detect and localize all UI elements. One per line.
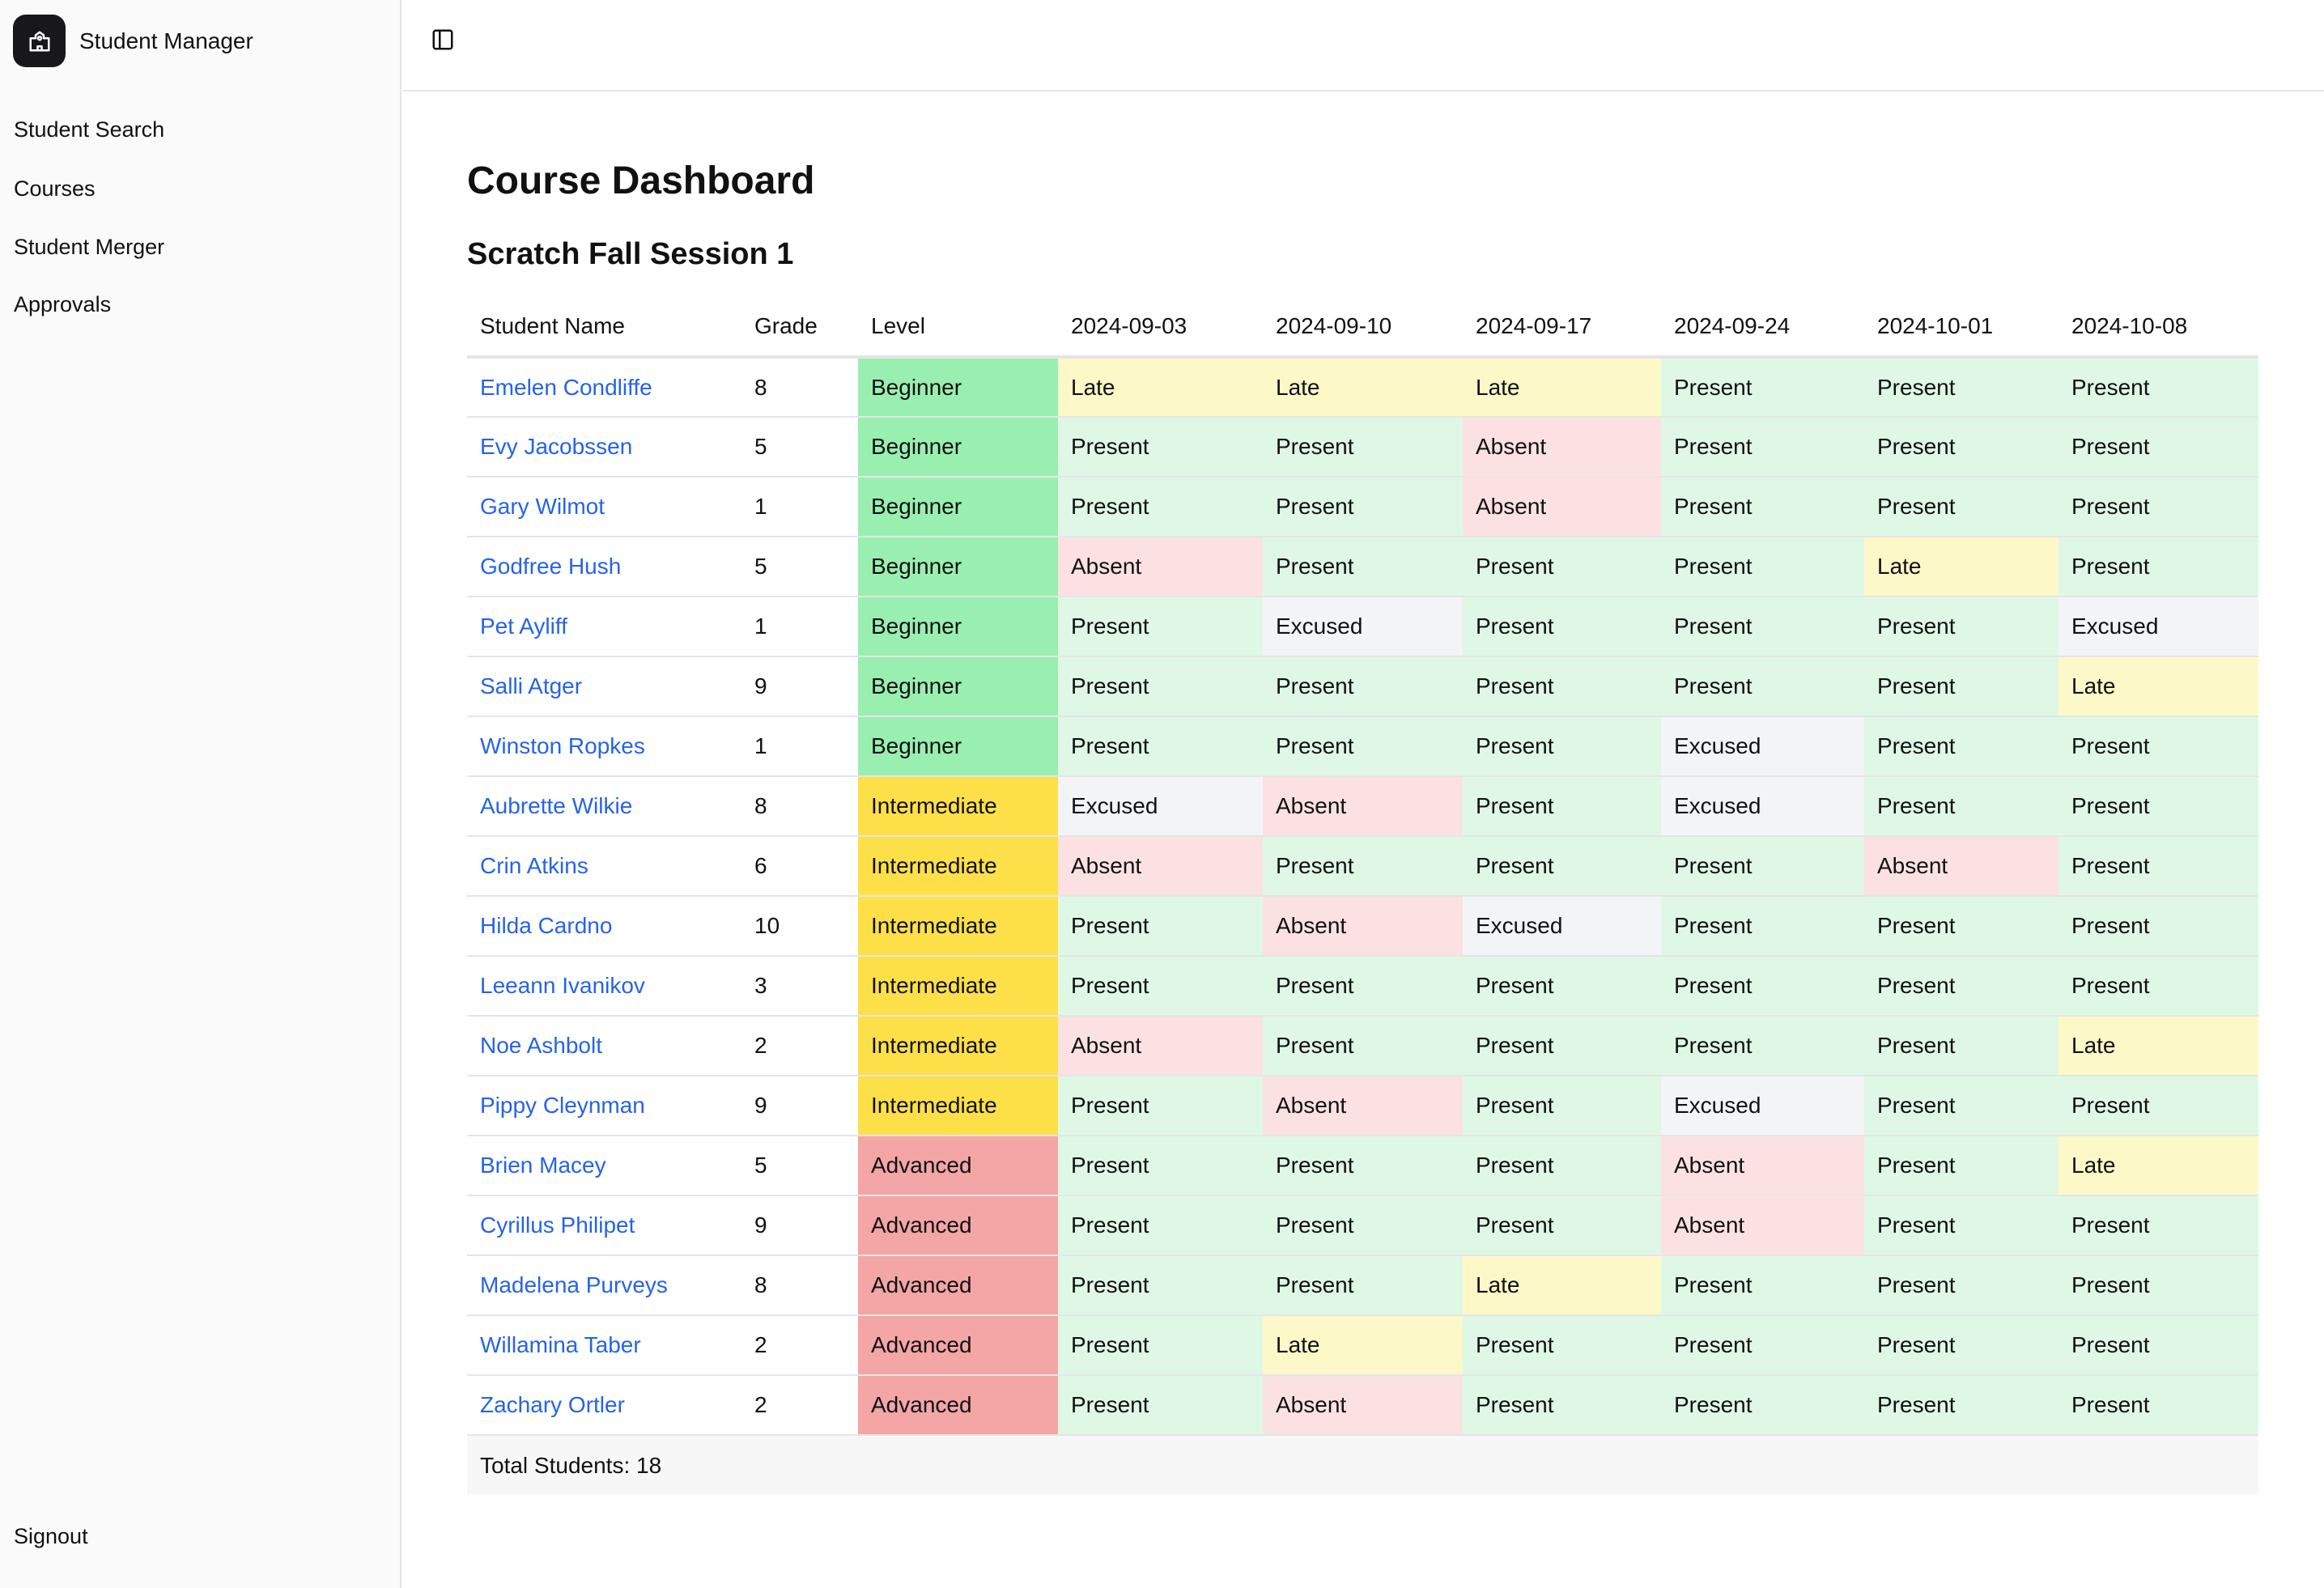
student-name-cell	[467, 896, 741, 956]
attendance-cell: Absent	[1661, 1195, 1864, 1255]
attendance-cell: Present	[1661, 836, 1864, 896]
table-row	[467, 1076, 2258, 1136]
grade-cell: 3	[741, 956, 858, 1016]
attendance-cell: Present	[2058, 1076, 2258, 1136]
attendance-cell: Present	[1263, 1195, 1463, 1255]
student-link[interactable]: Winston Ropkes	[480, 733, 645, 758]
attendance-cell: Present	[1864, 357, 2058, 417]
attendance-cell: Excused	[1463, 896, 1661, 956]
school-icon	[13, 15, 66, 67]
grade-cell: 8	[741, 1255, 858, 1315]
attendance-cell: Absent	[1463, 417, 1661, 477]
student-name-cell	[467, 597, 741, 656]
grade-cell: 1	[741, 597, 858, 656]
table-row	[467, 776, 2258, 836]
attendance-cell: Present	[1661, 1315, 1864, 1375]
attendance-cell: Present	[1864, 477, 2058, 537]
grade-cell: 2	[741, 1016, 858, 1076]
attendance-cell: Present	[2058, 1255, 2258, 1315]
attendance-cell: Present	[1463, 1195, 1661, 1255]
attendance-cell: Present	[1263, 1136, 1463, 1195]
attendance-cell: Present	[1661, 1375, 1864, 1435]
table-row	[467, 537, 2258, 597]
table-row	[467, 357, 2258, 417]
table-row	[467, 716, 2258, 776]
student-link[interactable]: Cyrillus Philipet	[480, 1212, 635, 1238]
table-row	[467, 836, 2258, 896]
attendance-cell: Present	[1661, 597, 1864, 656]
level-cell: Intermediate	[858, 956, 1058, 1016]
attendance-cell: Present	[1058, 1136, 1263, 1195]
attendance-cell: Late	[1263, 357, 1463, 417]
attendance-cell: Present	[1263, 537, 1463, 597]
sidebar-toggle-icon[interactable]	[431, 28, 455, 52]
attendance-cell: Excused	[2058, 597, 2258, 656]
column-header: 2024-10-01	[1864, 296, 2058, 357]
table-row	[467, 896, 2258, 956]
attendance-cell: Present	[1661, 477, 1864, 537]
table-row	[467, 1315, 2258, 1375]
student-link[interactable]: Pippy Cleynman	[480, 1093, 645, 1118]
attendance-cell: Present	[1661, 417, 1864, 477]
student-name-cell	[467, 1255, 741, 1315]
attendance-cell: Present	[1864, 1375, 2058, 1435]
attendance-cell: Present	[1661, 896, 1864, 956]
nav-student-merger[interactable]: Student Merger	[14, 235, 165, 259]
attendance-cell: Present	[1263, 1016, 1463, 1076]
table-row	[467, 956, 2258, 1016]
attendance-cell: Present	[1058, 1195, 1263, 1255]
attendance-cell: Present	[1058, 1315, 1263, 1375]
student-name-cell	[467, 1076, 741, 1136]
attendance-cell: Excused	[1661, 776, 1864, 836]
attendance-cell: Present	[2058, 1375, 2258, 1435]
attendance-cell: Present	[1661, 1016, 1864, 1076]
student-name-cell	[467, 1375, 741, 1435]
student-link[interactable]: Emelen Condliffe	[480, 374, 652, 400]
student-link[interactable]: Godfree Hush	[480, 554, 622, 579]
table-row	[467, 477, 2258, 537]
attendance-cell: Excused	[1661, 716, 1864, 776]
signout-link[interactable]: Signout	[14, 1524, 88, 1548]
level-cell: Advanced	[858, 1136, 1058, 1195]
column-header: 2024-10-08	[2058, 296, 2258, 357]
nav-approvals[interactable]: Approvals	[14, 292, 112, 316]
grade-cell: 6	[741, 836, 858, 896]
attendance-cell: Present	[2058, 537, 2258, 597]
grade-cell: 9	[741, 1076, 858, 1136]
attendance-cell: Present	[1263, 417, 1463, 477]
attendance-cell: Late	[1463, 1255, 1661, 1315]
student-name-cell	[467, 716, 741, 776]
student-link[interactable]: Willamina Taber	[480, 1332, 641, 1357]
total-students: Total Students: 18	[467, 1435, 2258, 1495]
course-title: Scratch Fall Session 1	[467, 237, 794, 271]
attendance-cell: Excused	[1661, 1076, 1864, 1136]
table-row	[467, 417, 2258, 477]
attendance-cell: Late	[1058, 357, 1263, 417]
attendance-cell: Present	[1058, 597, 1263, 656]
column-header: 2024-09-24	[1661, 296, 1864, 357]
level-cell: Beginner	[858, 477, 1058, 537]
attendance-cell: Present	[1463, 656, 1661, 716]
attendance-cell: Present	[2058, 357, 2258, 417]
attendance-cell: Absent	[1864, 836, 2058, 896]
student-name-cell	[467, 417, 741, 477]
student-link[interactable]: Brien Macey	[480, 1153, 606, 1178]
attendance-cell: Present	[2058, 956, 2258, 1016]
student-link[interactable]: Gary Wilmot	[480, 494, 605, 519]
student-name-cell	[467, 836, 741, 896]
student-name-cell	[467, 1195, 741, 1255]
attendance-cell: Present	[1263, 836, 1463, 896]
attendance-cell: Present	[1058, 956, 1263, 1016]
attendance-cell: Present	[1864, 896, 2058, 956]
table-footer	[467, 1435, 2258, 1495]
attendance-cell: Present	[1864, 1315, 2058, 1375]
student-link[interactable]: Zachary Ortler	[480, 1392, 625, 1417]
student-name-cell	[467, 357, 741, 417]
attendance-cell: Present	[1058, 656, 1263, 716]
attendance-cell: Present	[1263, 716, 1463, 776]
student-link[interactable]: Hilda Cardno	[480, 913, 613, 938]
attendance-cell: Present	[1463, 1136, 1661, 1195]
level-cell: Intermediate	[858, 836, 1058, 896]
attendance-cell: Present	[1864, 1136, 2058, 1195]
attendance-cell: Present	[1263, 477, 1463, 537]
grade-cell: 9	[741, 1195, 858, 1255]
app-title: Student Manager	[79, 28, 253, 53]
level-cell: Advanced	[858, 1375, 1058, 1435]
level-cell: Intermediate	[858, 776, 1058, 836]
attendance-cell: Present	[1058, 1375, 1263, 1435]
attendance-cell: Present	[1463, 956, 1661, 1016]
attendance-cell: Present	[2058, 776, 2258, 836]
page-title: Course Dashboard	[467, 159, 815, 202]
grade-cell: 8	[741, 776, 858, 836]
attendance-cell: Present	[2058, 836, 2258, 896]
attendance-cell: Present	[1463, 597, 1661, 656]
column-header: Student Name	[467, 296, 741, 357]
top-bar	[403, 0, 2324, 91]
attendance-cell: Present	[1463, 836, 1661, 896]
attendance-cell: Absent	[1463, 477, 1661, 537]
level-cell: Beginner	[858, 537, 1058, 597]
attendance-cell: Present	[2058, 1315, 2258, 1375]
level-cell: Advanced	[858, 1315, 1058, 1375]
grade-cell: 5	[741, 537, 858, 597]
level-cell: Intermediate	[858, 896, 1058, 956]
attendance-cell: Late	[1864, 537, 2058, 597]
column-header: Level	[858, 296, 1058, 357]
attendance-cell: Present	[2058, 896, 2258, 956]
nav-courses[interactable]: Courses	[14, 176, 96, 201]
student-link[interactable]: Madelena Purveys	[480, 1272, 668, 1297]
attendance-cell: Late	[1263, 1315, 1463, 1375]
table-row	[467, 1136, 2258, 1195]
grade-cell: 10	[741, 896, 858, 956]
attendance-cell: Present	[1864, 1076, 2058, 1136]
attendance-cell: Present	[1864, 1016, 2058, 1076]
column-header: 2024-09-03	[1058, 296, 1263, 357]
attendance-cell: Present	[1661, 357, 1864, 417]
student-name-cell	[467, 776, 741, 836]
column-header: 2024-09-17	[1463, 296, 1661, 357]
attendance-cell: Excused	[1058, 776, 1263, 836]
attendance-cell: Present	[2058, 1195, 2258, 1255]
level-cell: Advanced	[858, 1255, 1058, 1315]
attendance-cell: Late	[2058, 1016, 2258, 1076]
attendance-cell: Late	[2058, 1136, 2258, 1195]
table-row	[467, 656, 2258, 716]
attendance-cell: Present	[1058, 896, 1263, 956]
level-cell: Beginner	[858, 597, 1058, 656]
attendance-cell: Absent	[1263, 1375, 1463, 1435]
attendance-cell: Present	[2058, 417, 2258, 477]
student-name-cell	[467, 477, 741, 537]
attendance-cell: Absent	[1263, 896, 1463, 956]
attendance-cell: Present	[1864, 417, 2058, 477]
attendance-cell: Present	[1864, 956, 2058, 1016]
table-row	[467, 1195, 2258, 1255]
level-cell: Intermediate	[858, 1076, 1058, 1136]
student-link[interactable]: Pet Ayliff	[480, 614, 567, 639]
attendance-cell: Present	[1463, 1076, 1661, 1136]
attendance-cell: Present	[1463, 716, 1661, 776]
attendance-cell: Present	[1463, 537, 1661, 597]
attendance-cell: Excused	[1263, 597, 1463, 656]
student-link[interactable]: Leeann Ivanikov	[480, 973, 645, 998]
student-name-cell	[467, 656, 741, 716]
brand[interactable]	[13, 15, 253, 67]
attendance-cell: Absent	[1661, 1136, 1864, 1195]
student-link[interactable]: Aubrette Wilkie	[480, 793, 633, 818]
level-cell: Beginner	[858, 656, 1058, 716]
table-header-row	[467, 296, 2258, 357]
attendance-cell: Absent	[1263, 776, 1463, 836]
table-row	[467, 1255, 2258, 1315]
student-link[interactable]: Crin Atkins	[480, 853, 588, 878]
student-name-cell	[467, 537, 741, 597]
table-row	[467, 1016, 2258, 1076]
level-cell: Beginner	[858, 716, 1058, 776]
attendance-cell: Absent	[1058, 836, 1263, 896]
table-row	[467, 597, 2258, 656]
level-cell: Beginner	[858, 357, 1058, 417]
attendance-cell: Present	[1058, 417, 1263, 477]
attendance-cell: Present	[1864, 1195, 2058, 1255]
table-row	[467, 1375, 2258, 1435]
attendance-cell: Present	[1263, 1255, 1463, 1315]
level-cell: Beginner	[858, 417, 1058, 477]
attendance-cell: Present	[1058, 1255, 1263, 1315]
column-header: Grade	[741, 296, 858, 357]
grade-cell: 2	[741, 1375, 858, 1435]
student-name-cell	[467, 1016, 741, 1076]
student-name-cell	[467, 1315, 741, 1375]
attendance-cell: Present	[1864, 716, 2058, 776]
grade-cell: 8	[741, 357, 858, 417]
column-header: 2024-09-10	[1263, 296, 1463, 357]
attendance-cell: Present	[1864, 1255, 2058, 1315]
attendance-table	[467, 296, 2258, 1495]
student-name-cell	[467, 956, 741, 1016]
grade-cell: 1	[741, 477, 858, 537]
attendance-cell: Present	[1463, 1315, 1661, 1375]
attendance-cell: Present	[1058, 477, 1263, 537]
level-cell: Intermediate	[858, 1016, 1058, 1076]
attendance-cell: Present	[1463, 776, 1661, 836]
attendance-cell: Present	[1661, 1255, 1864, 1315]
sidebar	[0, 0, 401, 1588]
grade-cell: 5	[741, 417, 858, 477]
grade-cell: 5	[741, 1136, 858, 1195]
attendance-cell: Present	[1058, 716, 1263, 776]
attendance-cell: Absent	[1058, 1016, 1263, 1076]
attendance-cell: Present	[1661, 656, 1864, 716]
attendance-cell: Absent	[1263, 1076, 1463, 1136]
attendance-cell: Present	[1661, 956, 1864, 1016]
nav-student-search[interactable]: Student Search	[14, 117, 165, 142]
attendance-cell: Present	[1661, 537, 1864, 597]
student-link[interactable]: Evy Jacobssen	[480, 434, 633, 459]
student-link[interactable]: Noe Ashbolt	[480, 1033, 602, 1058]
attendance-cell: Late	[1463, 357, 1661, 417]
attendance-cell: Present	[1864, 656, 2058, 716]
attendance-cell: Present	[1263, 956, 1463, 1016]
attendance-cell: Absent	[1058, 537, 1263, 597]
attendance-cell: Present	[1463, 1375, 1661, 1435]
grade-cell: 2	[741, 1315, 858, 1375]
attendance-cell: Late	[2058, 656, 2258, 716]
level-cell: Advanced	[858, 1195, 1058, 1255]
student-link[interactable]: Salli Atger	[480, 673, 583, 698]
attendance-cell: Present	[2058, 477, 2258, 537]
attendance-cell: Present	[1058, 1076, 1263, 1136]
attendance-cell: Present	[1263, 656, 1463, 716]
attendance-cell: Present	[1463, 1016, 1661, 1076]
grade-cell: 9	[741, 656, 858, 716]
attendance-cell: Present	[1864, 597, 2058, 656]
student-name-cell	[467, 1136, 741, 1195]
grade-cell: 1	[741, 716, 858, 776]
attendance-cell: Present	[2058, 716, 2258, 776]
attendance-cell: Present	[1864, 776, 2058, 836]
